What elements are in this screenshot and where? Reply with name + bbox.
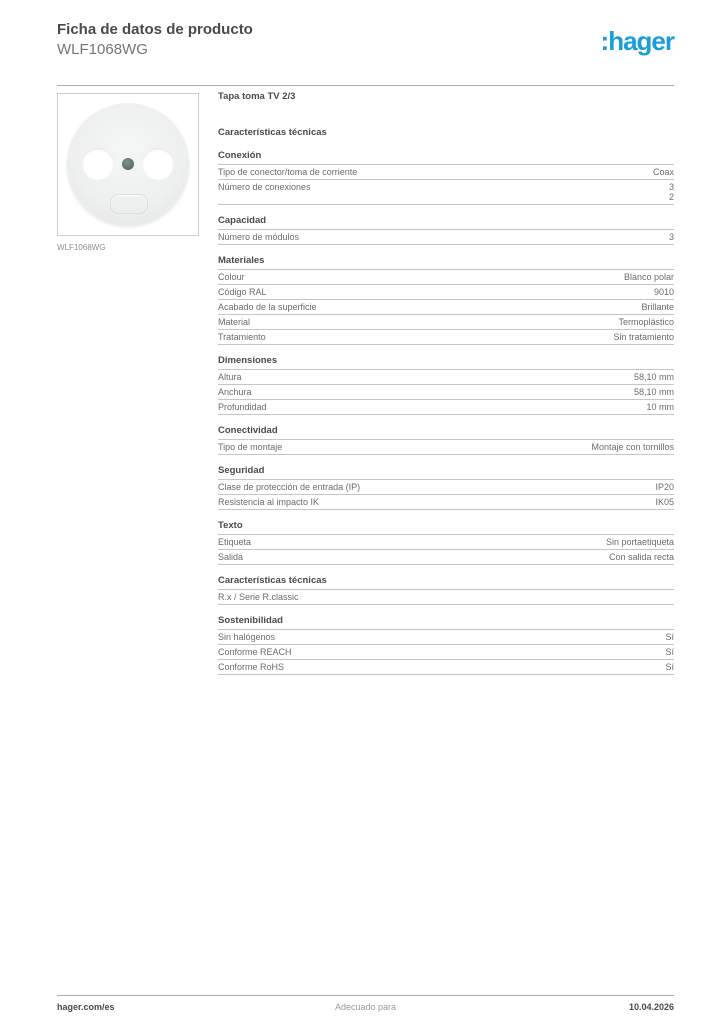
row-label: Anchura: [218, 387, 252, 397]
header-divider: [57, 85, 674, 86]
footer-divider: [57, 995, 674, 996]
row-label: Altura: [218, 372, 242, 382]
hager-logo: :hager: [600, 26, 674, 56]
section-capacidad: [218, 216, 674, 245]
row-value: Sin portaetiqueta: [605, 537, 674, 547]
row-value: Termoplástico: [618, 317, 674, 327]
plate-hole-right: [142, 148, 174, 180]
row-value: Coax: [652, 167, 674, 177]
spec-row: [218, 370, 674, 385]
section-materiales: [218, 256, 674, 345]
section-heading: Materiales: [218, 256, 674, 270]
group-title-caracteristicas-tecnicas: Características técnicas: [218, 127, 327, 138]
header-text-block: [57, 20, 253, 59]
spec-row: [218, 480, 674, 495]
spec-row: [218, 590, 674, 605]
product-code-subtitle: WLF1068WG: [57, 41, 148, 58]
row-label: Resistencia al impacto IK: [218, 497, 320, 507]
row-label: Salida: [218, 552, 244, 562]
section-heading: Características técnicas: [218, 576, 674, 590]
header: [57, 20, 674, 59]
row-label: Clase de protección de entrada (IP): [218, 482, 361, 492]
row-value: 10 mm: [646, 402, 674, 412]
row-label: R.x / Serie R.classic: [218, 592, 299, 602]
spec-content: [218, 92, 674, 686]
row-values: [653, 167, 674, 177]
row-value: Brillante: [641, 302, 674, 312]
spec-row: [218, 550, 674, 565]
spec-row: [218, 270, 674, 285]
product-image-caption: WLF1068WG: [57, 243, 106, 252]
row-label: Etiqueta: [218, 537, 252, 547]
spec-row: [218, 315, 674, 330]
row-value: 2: [668, 192, 674, 202]
row-value: IP20: [655, 482, 674, 492]
section-heading: Conexión: [218, 151, 674, 165]
row-value: IK05: [655, 497, 674, 507]
section-heading: Sostenibilidad: [218, 616, 674, 630]
row-value: 58,10 mm: [633, 387, 674, 397]
row-label: Material: [218, 317, 251, 327]
section-texto: [218, 521, 674, 565]
section-heading: Texto: [218, 521, 674, 535]
row-label: Profundidad: [218, 402, 267, 412]
row-value: Con salida recta: [608, 552, 674, 562]
row-label: Código RAL: [218, 287, 267, 297]
row-values: [654, 287, 674, 297]
spec-row: [218, 330, 674, 345]
spec-row: [218, 630, 674, 645]
row-value: Sí: [665, 647, 674, 657]
row-label: Tipo de conector/toma de corriente: [218, 167, 358, 177]
row-values: [665, 647, 674, 657]
row-label: Sin halógenos: [218, 632, 276, 642]
spec-row: [218, 230, 674, 245]
product-image-column: [57, 93, 199, 252]
section-conectividad: [218, 426, 674, 455]
spec-row: [218, 495, 674, 510]
section-caracteristicas-tecnicas-serie: [218, 576, 674, 605]
row-value: 9010: [653, 287, 674, 297]
section-heading: Dimensiones: [218, 356, 674, 370]
row-label: Número de módulos: [218, 232, 300, 242]
spec-row: [218, 385, 674, 400]
row-values: [606, 537, 674, 547]
row-values: [641, 302, 674, 312]
spec-row: [218, 660, 674, 675]
row-values: [618, 317, 674, 327]
spec-row: [218, 180, 674, 205]
row-values: [613, 332, 674, 342]
section-conexion: [218, 151, 674, 205]
spec-row: [218, 645, 674, 660]
cover-plate-graphic: [67, 103, 189, 225]
row-values: [665, 662, 674, 672]
row-value: 58,10 mm: [633, 372, 674, 382]
row-value: Blanco polar: [623, 272, 674, 282]
product-title: Tapa toma TV 2/3: [218, 91, 296, 102]
section-heading: Seguridad: [218, 466, 674, 480]
row-label: Conforme REACH: [218, 647, 292, 657]
footer-suitable-for: Adecuado para: [334, 1002, 397, 1012]
row-label: Número de conexiones: [218, 182, 311, 192]
row-label: Colour: [218, 272, 245, 282]
row-label: Tipo de montaje: [218, 442, 283, 452]
row-value: Sí: [665, 662, 674, 672]
section-seguridad: [218, 466, 674, 510]
row-value: 3: [668, 182, 674, 192]
row-values: [655, 497, 674, 507]
row-value: Sin tratamiento: [613, 332, 674, 342]
row-value: 3: [668, 232, 674, 242]
spec-row: [218, 285, 674, 300]
section-heading: Conectividad: [218, 426, 674, 440]
row-value: Montaje con tornillos: [591, 442, 674, 452]
spec-row: [218, 535, 674, 550]
plate-center-screw: [122, 158, 134, 170]
section-heading: Capacidad: [218, 216, 674, 230]
product-image: [57, 93, 199, 236]
spec-row: [218, 440, 674, 455]
row-values: [634, 372, 674, 382]
page-title: Ficha de datos de producto: [57, 21, 253, 38]
spec-row: [218, 300, 674, 315]
spec-row: [218, 165, 674, 180]
plate-brand-stamp: [110, 194, 148, 214]
row-label: Acabado de la superficie: [218, 302, 317, 312]
spec-row: [218, 400, 674, 415]
row-values: [665, 632, 674, 642]
footer-website: hager.com/es: [57, 1002, 115, 1012]
row-values: [669, 232, 674, 242]
row-values: [609, 552, 674, 562]
row-values: [591, 442, 674, 452]
row-values: [624, 272, 674, 282]
plate-hole-left: [82, 148, 114, 180]
row-values: [634, 387, 674, 397]
footer-date: 10.04.2026: [628, 1002, 674, 1012]
row-value: Sí: [665, 632, 674, 642]
section-dimensiones: [218, 356, 674, 415]
row-values: [655, 482, 674, 492]
section-sostenibilidad: [218, 616, 674, 675]
row-values: [669, 182, 674, 202]
footer: [57, 1002, 674, 1013]
row-label: Conforme RoHS: [218, 662, 285, 672]
row-values: [646, 402, 674, 412]
row-label: Tratamiento: [218, 332, 266, 342]
